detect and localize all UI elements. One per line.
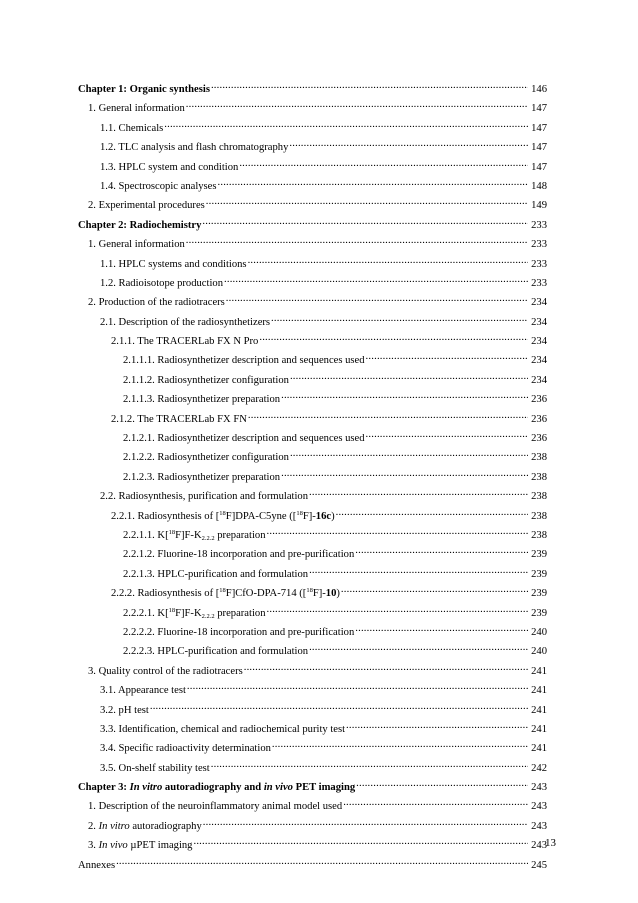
toc-entry-text-segment: 2.2.2.1. K[ bbox=[123, 607, 169, 619]
toc-entry-text-segment: F]- bbox=[312, 588, 326, 600]
toc-entry-text-segment: Chapter 3: bbox=[78, 782, 130, 794]
toc-entry-text-segment: 1. General information bbox=[88, 239, 185, 251]
toc-dot-leader bbox=[309, 565, 528, 577]
toc-entry bbox=[78, 487, 547, 506]
toc-entry bbox=[78, 138, 547, 157]
toc-entry-title bbox=[88, 662, 243, 681]
toc-entry bbox=[78, 332, 547, 351]
toc-dot-leader bbox=[202, 216, 528, 228]
toc-dot-leader bbox=[267, 604, 529, 616]
toc-entry-page-number: 243 bbox=[531, 782, 547, 794]
toc-dot-leader bbox=[218, 177, 528, 189]
toc-dot-leader bbox=[186, 235, 528, 247]
toc-entry-title bbox=[123, 604, 266, 623]
toc-entry-text-segment: in vivo bbox=[263, 782, 293, 794]
toc-entry bbox=[78, 351, 547, 370]
toc-entry-title bbox=[88, 836, 192, 855]
toc-entry-text-segment: 3.3. Identification, chemical and radiochemical purity test bbox=[100, 723, 346, 735]
toc-entry bbox=[78, 255, 547, 274]
toc-entry-page-number: 147 bbox=[531, 122, 547, 134]
toc-entry-title bbox=[100, 759, 210, 778]
toc-entry-page-number: 241 bbox=[531, 685, 547, 697]
toc-entry-text-segment: 2. Experimental procedures bbox=[88, 200, 205, 212]
toc-entry bbox=[78, 177, 547, 196]
toc-dot-leader bbox=[259, 332, 528, 344]
toc-entry-title bbox=[123, 371, 289, 390]
toc-entry-text-segment: In vitro bbox=[98, 820, 130, 832]
toc-entry-text-segment: 3.5. On-shelf stability test bbox=[100, 762, 210, 774]
toc-entry-title bbox=[100, 487, 308, 506]
toc-entry-title bbox=[100, 138, 288, 157]
toc-entry-title bbox=[111, 410, 247, 429]
toc-dot-leader bbox=[211, 80, 528, 92]
toc-entry-page-number: 234 bbox=[531, 297, 547, 309]
toc-dot-leader bbox=[366, 429, 528, 441]
toc-entry-title bbox=[78, 778, 355, 797]
toc-entry-text-segment: 2.1.2.2. Radiosynthetizer configuration bbox=[123, 452, 289, 464]
toc-entry bbox=[78, 817, 547, 836]
toc-dot-leader bbox=[239, 158, 528, 170]
toc-dot-leader bbox=[355, 623, 528, 635]
toc-entry-title bbox=[100, 720, 345, 739]
toc-entry-title bbox=[123, 526, 266, 545]
toc-entry bbox=[78, 836, 547, 855]
toc-entry-title bbox=[100, 119, 163, 138]
toc-entry-text-segment: 1.1. Chemicals bbox=[100, 122, 164, 134]
toc-entry-title bbox=[123, 623, 354, 642]
toc-dot-leader bbox=[341, 584, 528, 596]
toc-entry bbox=[78, 565, 547, 584]
toc-entry-text-segment: In vitro bbox=[129, 782, 163, 794]
toc-entry bbox=[78, 701, 547, 720]
toc-entry-text-segment: Chapter 1: Organic synthesis bbox=[78, 84, 210, 95]
toc-entry-page-number: 236 bbox=[531, 433, 547, 445]
toc-entry-text-segment: 2.2. Radiosynthesis, purification and formulation bbox=[100, 491, 309, 503]
toc-entry bbox=[78, 410, 547, 429]
toc-entry bbox=[78, 642, 547, 661]
toc-entry-text-segment: 3.1. Appearance test bbox=[100, 685, 186, 697]
toc-entry-page-number: 243 bbox=[531, 840, 547, 852]
toc-entry-text-segment: 2.1.2.3. Radiosynthetizer preparation bbox=[123, 471, 281, 483]
toc-entry-text-segment: In vivo bbox=[98, 840, 128, 852]
toc-entry bbox=[78, 293, 547, 312]
toc-entry-page-number: 239 bbox=[531, 549, 547, 561]
toc-entry-title bbox=[111, 332, 258, 351]
toc-entry-text-segment: preparation bbox=[214, 607, 266, 619]
toc-entry bbox=[78, 797, 547, 816]
toc-entry-page-number: 149 bbox=[531, 200, 547, 212]
toc-entry-text-segment: autoradiography bbox=[129, 820, 202, 832]
toc-entry-text-segment: 18 bbox=[168, 528, 176, 536]
toc-entry-page-number: 236 bbox=[531, 394, 547, 406]
toc-entry-page-number: 241 bbox=[531, 723, 547, 735]
toc-entry-text-segment: autoradiography and bbox=[162, 782, 264, 794]
toc-entry-page-number: 147 bbox=[531, 103, 547, 115]
toc-entry-text-segment: preparation bbox=[214, 529, 266, 541]
toc-dot-leader bbox=[281, 390, 528, 402]
toc-entry bbox=[78, 158, 547, 177]
toc-entry-title bbox=[78, 80, 210, 99]
toc-entry-title bbox=[123, 545, 354, 564]
toc-entry-text-segment: F]F-K bbox=[175, 607, 202, 619]
toc-entry-text-segment: 2.2.2 bbox=[201, 534, 215, 542]
toc-entry-text-segment: 3. Quality control of the radiotracers bbox=[88, 665, 243, 677]
toc-dot-leader bbox=[224, 274, 528, 286]
toc-entry bbox=[78, 662, 547, 681]
toc-entry-text-segment: ) bbox=[336, 588, 340, 600]
toc-entry-text-segment: 1.1. HPLC systems and conditions bbox=[100, 258, 247, 270]
toc-entry-title bbox=[100, 313, 270, 332]
toc-entry-title bbox=[100, 739, 271, 758]
toc-entry-title bbox=[88, 99, 185, 118]
toc-dot-leader bbox=[248, 410, 528, 422]
toc-entry-page-number: 242 bbox=[531, 762, 547, 774]
toc-entry-title bbox=[123, 429, 365, 448]
toc-dot-leader bbox=[309, 487, 528, 499]
toc-entry-page-number: 240 bbox=[531, 626, 547, 638]
toc-entry-text-segment: 18 bbox=[306, 587, 313, 595]
toc-entry-text-segment: Chapter 2: Radiochemistry bbox=[78, 219, 202, 231]
toc-entry-page-number: 233 bbox=[531, 277, 547, 289]
toc-dot-leader bbox=[290, 448, 528, 460]
toc-entry bbox=[78, 720, 547, 739]
toc-entry-text-segment: 1.4. Spectroscopic analyses bbox=[100, 180, 217, 192]
toc-dot-leader bbox=[355, 545, 528, 557]
toc-entry-page-number: 147 bbox=[531, 142, 547, 154]
toc-entry-page-number: 147 bbox=[531, 161, 547, 173]
toc-entry-title bbox=[78, 856, 115, 875]
toc-entry-title bbox=[123, 642, 308, 661]
toc-entry-page-number: 243 bbox=[531, 801, 547, 813]
toc-entry-text-segment: F]- bbox=[302, 510, 316, 522]
toc-entry-title bbox=[123, 390, 280, 409]
toc-entry bbox=[78, 856, 547, 875]
toc-entry-page-number: 234 bbox=[531, 355, 547, 367]
toc-entry-page-number: 234 bbox=[531, 316, 547, 328]
toc-entry-text-segment: 2.2.2. Radiosynthesis of [ bbox=[111, 588, 220, 600]
toc-entry-text-segment: 18 bbox=[168, 606, 176, 614]
toc-entry-text-segment: 2.2.1. Radiosynthesis of [ bbox=[111, 510, 220, 522]
toc-entry-text-segment: F]CfO-DPA-714 ([ bbox=[225, 588, 307, 600]
toc-entry-title bbox=[100, 681, 186, 700]
toc-dot-leader bbox=[272, 739, 528, 751]
toc-entry-page-number: 238 bbox=[531, 510, 547, 522]
toc-entry-text-segment: 1. Description of the neuroinflammatory animal model used bbox=[88, 801, 343, 813]
toc-entry-text-segment: 2.1.1.2. Radiosynthetizer configuration bbox=[123, 374, 289, 386]
toc-entry bbox=[78, 759, 547, 778]
toc-dot-leader bbox=[193, 836, 528, 848]
toc-entry-title bbox=[123, 448, 289, 467]
toc-entry-text-segment: 1.3. HPLC system and condition bbox=[100, 161, 239, 173]
toc-entry-text-segment: 18 bbox=[296, 509, 303, 517]
toc-entry-text-segment: 2. Production of the radiotracers bbox=[88, 297, 225, 309]
toc-dot-leader bbox=[211, 759, 528, 771]
toc-entry-text-segment: 1.2. TLC analysis and flash chromatography bbox=[100, 142, 289, 154]
toc-entry-text-segment: 2.2.2 bbox=[201, 612, 215, 620]
toc-entry-page-number: 233 bbox=[531, 219, 547, 231]
toc-entry bbox=[78, 196, 547, 215]
toc-dot-leader bbox=[164, 119, 528, 131]
toc-dot-leader bbox=[289, 138, 528, 150]
toc-entry-text-segment: 3. bbox=[88, 840, 99, 852]
toc-entry-text-segment: Annexes bbox=[78, 859, 116, 871]
toc-entry bbox=[78, 681, 547, 700]
toc-entry-title bbox=[123, 565, 308, 584]
toc-dot-leader bbox=[267, 526, 529, 538]
toc-dot-leader bbox=[336, 507, 528, 519]
toc-entry bbox=[78, 429, 547, 448]
toc-entry-text-segment: F]F-K bbox=[175, 529, 202, 541]
toc-entry-page-number: 243 bbox=[531, 820, 547, 832]
toc-entry-page-number: 238 bbox=[531, 452, 547, 464]
toc-entry-page-number: 241 bbox=[531, 743, 547, 755]
toc-dot-leader bbox=[226, 293, 528, 305]
toc-entry bbox=[78, 545, 547, 564]
toc-entry-title bbox=[88, 293, 225, 312]
toc-entry bbox=[78, 584, 547, 603]
toc-entry-page-number: 148 bbox=[531, 180, 547, 192]
toc-dot-leader bbox=[186, 99, 528, 111]
toc-entry-text-segment: 10 bbox=[325, 588, 337, 600]
toc-entry-title bbox=[88, 817, 202, 836]
toc-entry bbox=[78, 739, 547, 758]
toc-dot-leader bbox=[187, 681, 528, 693]
toc-entry-title bbox=[100, 177, 217, 196]
toc-entry-page-number: 233 bbox=[531, 239, 547, 251]
toc-entry-text-segment: 2.1.2.1. Radiosynthetizer description and sequences used bbox=[123, 433, 365, 445]
toc-entry-text-segment: 18 bbox=[219, 587, 226, 595]
toc-entry-title bbox=[100, 255, 247, 274]
toc-entry-text-segment: 2.2.2.3. HPLC-purification and formulation bbox=[123, 646, 309, 658]
toc-entry-title bbox=[100, 274, 223, 293]
toc-entry bbox=[78, 371, 547, 390]
toc-entry-title bbox=[111, 507, 335, 526]
toc-entry-title bbox=[123, 351, 365, 370]
toc-dot-leader bbox=[366, 351, 528, 363]
toc-entry bbox=[78, 313, 547, 332]
toc-dot-leader bbox=[346, 720, 528, 732]
toc-dot-leader bbox=[281, 468, 528, 480]
toc-entry-page-number: 146 bbox=[531, 84, 547, 95]
toc-entry-text-segment: 16c bbox=[315, 510, 332, 522]
toc-dot-leader bbox=[116, 856, 528, 868]
toc-dot-leader bbox=[356, 778, 528, 790]
toc-entry bbox=[78, 390, 547, 409]
toc-entry bbox=[78, 623, 547, 642]
toc-entry-page-number: 241 bbox=[531, 704, 547, 716]
toc-entry bbox=[78, 216, 547, 235]
toc-entry-text-segment: 2.2.1.2. Fluorine-18 incorporation and pre-purification bbox=[123, 549, 355, 561]
toc-dot-leader bbox=[248, 255, 528, 267]
toc-entry bbox=[78, 80, 547, 99]
toc-entry-page-number: 234 bbox=[531, 374, 547, 386]
toc-entry-page-number: 238 bbox=[531, 529, 547, 541]
toc-entry-text-segment: 2.1.2. The TRACERLab FX FN bbox=[111, 413, 247, 425]
toc-entry-page-number: 233 bbox=[531, 258, 547, 270]
toc-dot-leader bbox=[203, 817, 528, 829]
toc-entry-text-segment: 1.2. Radioisotope production bbox=[100, 277, 223, 289]
toc-entry-text-segment: 3.4. Specific radioactivity determination bbox=[100, 743, 271, 755]
toc-entry-text-segment: µPET imaging bbox=[127, 840, 193, 852]
toc-entry-text-segment: 2.1. Description of the radiosynthetizers bbox=[100, 316, 271, 328]
toc-entry bbox=[78, 778, 547, 797]
page-number: 13 bbox=[545, 837, 556, 849]
toc-entry-text-segment: 3.2. pH test bbox=[100, 704, 149, 716]
table-of-contents bbox=[78, 80, 547, 875]
toc-entry-page-number: 241 bbox=[531, 665, 547, 677]
toc-entry bbox=[78, 274, 547, 293]
toc-entry bbox=[78, 235, 547, 254]
toc-entry-text-segment: F]DPA-C5yne ([ bbox=[225, 510, 297, 522]
toc-entry bbox=[78, 119, 547, 138]
toc-entry-text-segment: 2. bbox=[88, 820, 99, 832]
toc-entry-text-segment: 2.1.1.3. Radiosynthetizer preparation bbox=[123, 394, 281, 406]
toc-entry-text-segment: 2.2.2.2. Fluorine-18 incorporation and pre-purification bbox=[123, 626, 355, 638]
toc-entry-text-segment: 2.2.1.1. K[ bbox=[123, 529, 169, 541]
toc-entry bbox=[78, 448, 547, 467]
toc-entry-title bbox=[88, 797, 342, 816]
toc-entry-text-segment: ) bbox=[331, 510, 335, 522]
toc-dot-leader bbox=[343, 797, 528, 809]
toc-entry-page-number: 236 bbox=[531, 413, 547, 425]
toc-entry-page-number: 238 bbox=[531, 471, 547, 483]
toc-dot-leader bbox=[271, 313, 528, 325]
toc-entry-page-number: 245 bbox=[531, 859, 547, 871]
toc-entry bbox=[78, 526, 547, 545]
toc-dot-leader bbox=[244, 662, 528, 674]
toc-entry-text-segment: 2.2.1.3. HPLC-purification and formulation bbox=[123, 568, 309, 580]
toc-dot-leader bbox=[206, 196, 528, 208]
toc-entry bbox=[78, 507, 547, 526]
toc-entry bbox=[78, 468, 547, 487]
toc-entry-page-number: 239 bbox=[531, 588, 547, 600]
toc-entry-title bbox=[78, 216, 201, 235]
toc-dot-leader bbox=[150, 701, 528, 713]
toc-entry bbox=[78, 99, 547, 118]
toc-entry-text-segment: 2.1.1.1. Radiosynthetizer description and sequences used bbox=[123, 355, 365, 367]
toc-entry-text-segment: 18 bbox=[219, 509, 226, 517]
toc-entry-title bbox=[88, 196, 205, 215]
toc-entry-title bbox=[100, 701, 149, 720]
toc-entry-text-segment: 2.1.1. The TRACERLab FX N Pro bbox=[111, 336, 259, 348]
toc-entry-page-number: 238 bbox=[531, 491, 547, 503]
toc-entry-title bbox=[100, 158, 238, 177]
toc-entry-page-number: 239 bbox=[531, 568, 547, 580]
toc-dot-leader bbox=[290, 371, 528, 383]
toc-entry-title bbox=[111, 584, 340, 603]
toc-entry-page-number: 239 bbox=[531, 607, 547, 619]
toc-entry-page-number: 234 bbox=[531, 336, 547, 348]
toc-entry bbox=[78, 604, 547, 623]
toc-entry-title bbox=[88, 235, 185, 254]
toc-entry-page-number: 240 bbox=[531, 646, 547, 658]
toc-entry-title bbox=[123, 468, 280, 487]
toc-entry-text-segment: PET imaging bbox=[292, 782, 356, 794]
toc-entry-text-segment: 1. General information bbox=[88, 103, 185, 115]
toc-dot-leader bbox=[309, 642, 528, 654]
